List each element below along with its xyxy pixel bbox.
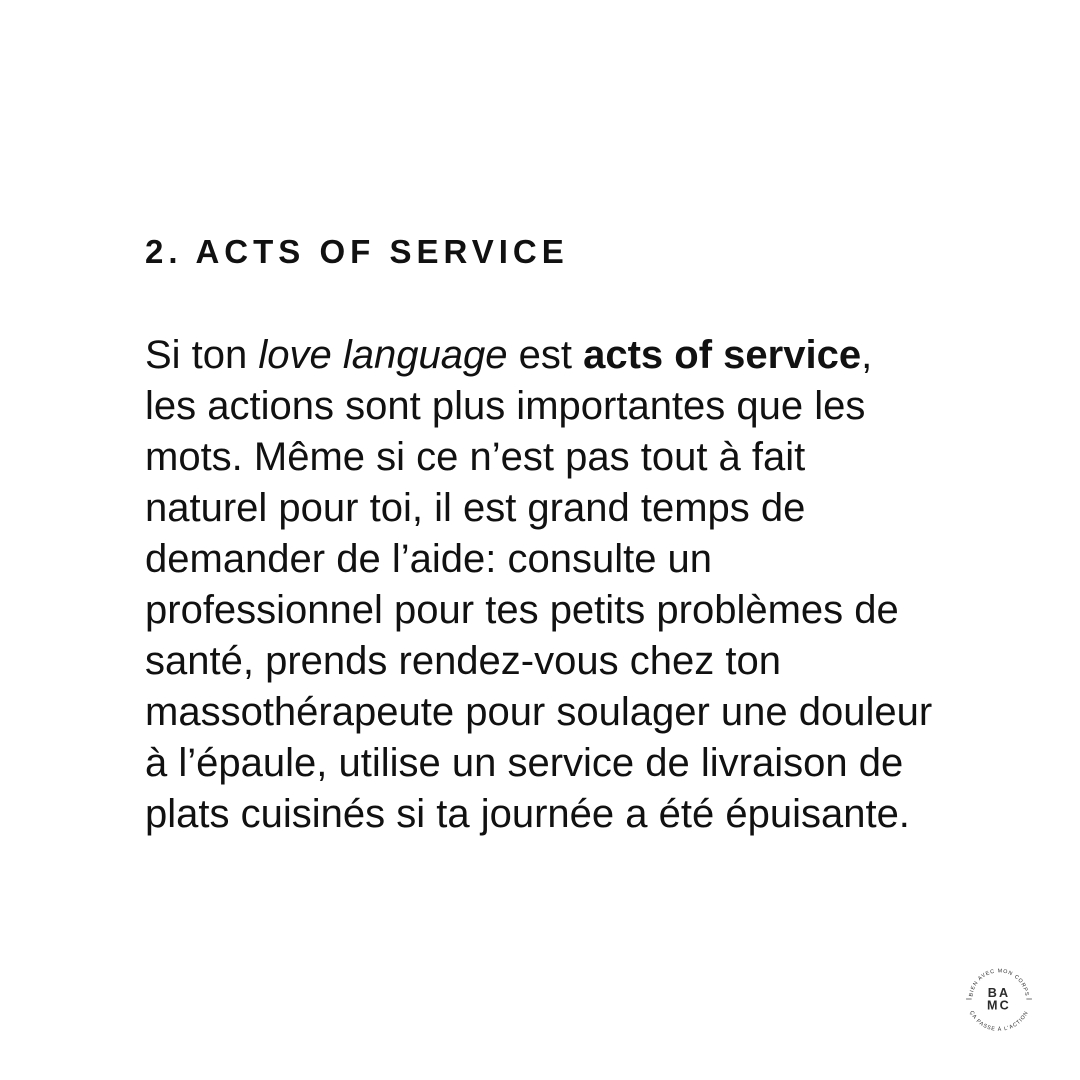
logo-arc-top-text: BIEN AVEC MON CORPS xyxy=(968,968,1030,998)
body-text-segment: naturel pour toi, il est grand temps de xyxy=(145,486,806,530)
body-line xyxy=(145,330,932,381)
logo-monogram-line1: BA xyxy=(987,986,1011,1001)
body-text-segment: , xyxy=(861,333,873,377)
logo-monogram-line2: MC xyxy=(986,998,1012,1013)
body-line xyxy=(145,738,932,789)
page-title: 2. ACTS OF SERVICE xyxy=(145,233,569,270)
body-text-segment: plats cuisinés si ta journée a été épuisante. xyxy=(145,792,910,836)
body-text-segment: santé, prends rendez-vous chez ton xyxy=(145,639,781,683)
body-line xyxy=(145,534,932,585)
body-text-segment: Si ton xyxy=(145,333,259,377)
brand-logo-badge xyxy=(962,962,1036,1036)
body-line xyxy=(145,483,932,534)
body-line xyxy=(145,789,932,840)
body-text-segment: mots. Même si ce n’est pas tout à fait xyxy=(145,435,806,479)
body-text-segment: massothérapeute pour soulager une douleur xyxy=(145,690,933,734)
body-text-segment: les actions sont plus importantes que les xyxy=(145,384,866,428)
body-text-segment: est xyxy=(507,333,584,377)
body-text-segment: à l’épaule, utilise un service de livraison de xyxy=(145,741,904,785)
body-paragraph xyxy=(145,330,932,840)
body-line xyxy=(145,432,932,483)
body-line xyxy=(145,585,932,636)
logo-arc-bottom-text: ÇA PASSE À L’ACTION xyxy=(968,1010,1030,1033)
body-text-segment: professionnel pour tes petits problèmes de xyxy=(145,588,899,632)
body-line xyxy=(145,687,932,738)
body-line xyxy=(145,381,932,432)
brand-logo xyxy=(962,962,1036,1036)
body-text-segment: demander de l’aide: consulte un xyxy=(145,537,713,581)
body-text-segment: acts of service xyxy=(583,333,862,377)
body-line xyxy=(145,636,932,687)
body-text-segment: love language xyxy=(258,333,508,377)
